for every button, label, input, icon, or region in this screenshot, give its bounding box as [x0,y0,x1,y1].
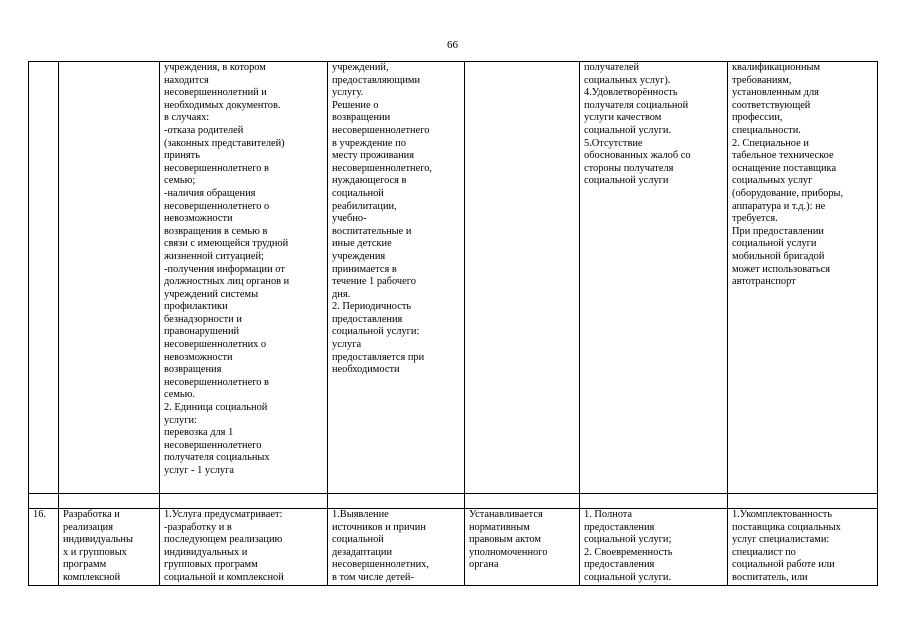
spacer-cell [160,494,328,509]
services-table [28,61,878,586]
service-conditions-cell: квалификационным требованиям, установленным для соответствующей профессии, специальности. 2. Специальное и табельное техническое оснащение поставщика социальных услуг (оборудование, приборы, аппаратура и т.д.): не требуется. При предоставлении социальной услуги мобильной бригадой может использоваться автотранспорт [728,62,878,494]
page-number: 66 [447,39,458,51]
spacer-cell [59,494,160,509]
service-name-cell: Разработка и реализация индивидуальны х и групповых программ комплексной [59,509,160,586]
table-row-spacer [29,494,878,509]
service-conditions-cell: 1.Укомплектованность поставщика социальных услуг специалистами: специалист по социальной работе или воспитатель, или [728,509,878,586]
spacer-cell [465,494,580,509]
service-content-cell: учреждения, в котором находится несовершеннолетний и необходимых документов. в случаях: -отказа родителей (законных представителей) принять несовершеннолетнего в семью; -наличия обращения несовершеннолетнего о невозможности возвращения в семью в связи с имеющейся трудной жизненной ситуацией; -получения информации от должностных лиц органов и учреждений системы профилактики безнадзорности и правонарушений несовершеннолетних о невозможности возвращения несовершеннолетнего в семью. 2. Единица социальной услуги: перевозка для 1 несовершеннолетнего получателя социальных услуг - 1 услуга [160,62,328,494]
normative-act-cell: Устанавливается нормативным правовым актом уполномоченного органа [465,509,580,586]
spacer-cell [580,494,728,509]
normative-act-cell [465,62,580,494]
table-row-continued [29,62,878,494]
service-procedure-cell: учреждений, предоставляющими услугу. Решение о возвращении несовершеннолетнего в учреждение по месту проживания несовершеннолетнего, нуждающегося в социальной реабилитации, учебно- воспитательные и иные детские учреждения принимается в течение 1 рабочего дня. 2. Периодичность предоставления социальной услуги: услуга предоставляется при необходимости [328,62,465,494]
spacer-cell [328,494,465,509]
service-name-cell [59,62,160,494]
row-number-cell [29,62,59,494]
quality-indicators-cell: получателей социальных услуг). 4.Удовлетворённость получателя социальной услуги качеством социальной услуги. 5.Отсутствие обоснованных жалоб со стороны получателя социальной услуги [580,62,728,494]
spacer-cell [29,494,59,509]
service-procedure-cell: 1.Выявление источников и причин социальной дезадаптации несовершеннолетних, в том числе детей- [328,509,465,586]
spacer-cell [728,494,878,509]
row-number-cell: 16. [29,509,59,586]
service-content-cell: 1.Услуга предусматривает: -разработку и в последующем реализацию индивидуальных и групповых программ социальной и комплексной [160,509,328,586]
table-row-16 [29,509,878,586]
quality-indicators-cell: 1. Полнота предоставления социальной услуги; 2. Своевременность предоставления социальной услуги. [580,509,728,586]
